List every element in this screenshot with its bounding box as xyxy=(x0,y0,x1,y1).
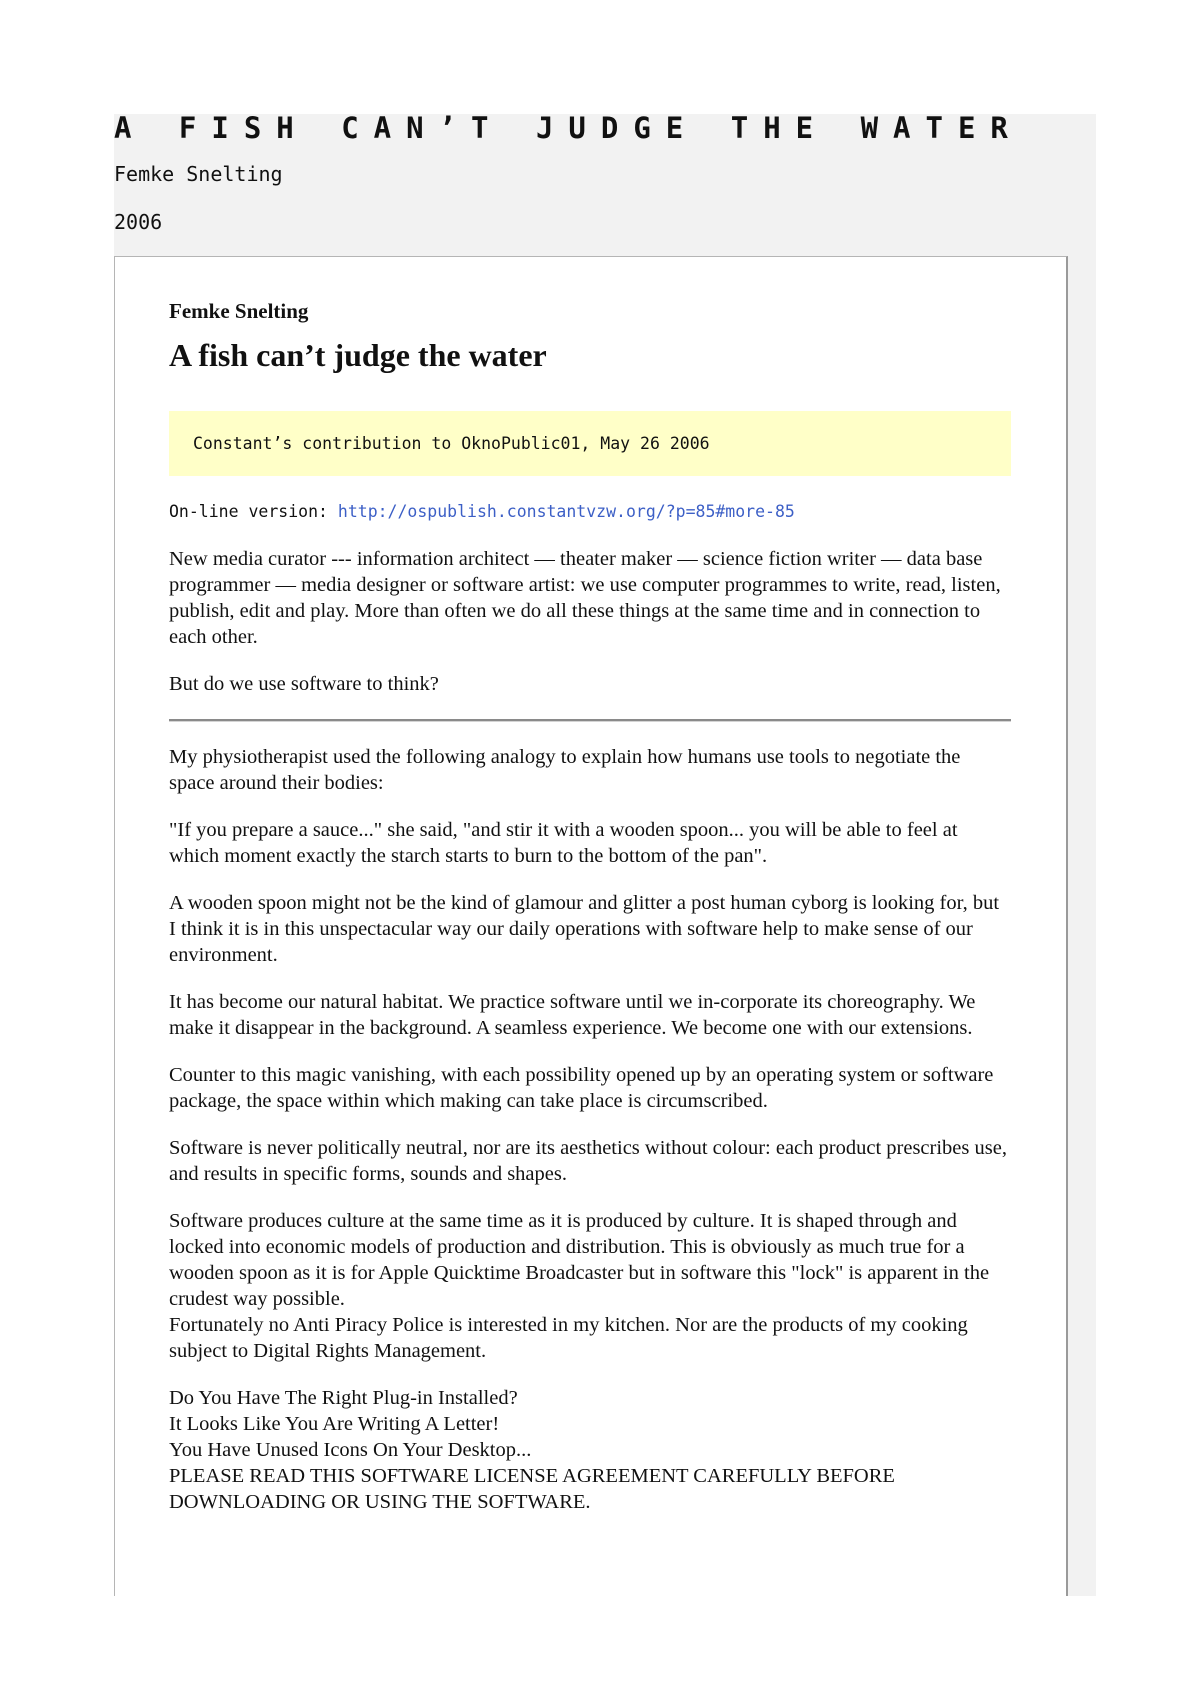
software-prompt-line: You Have Unused Icons On Your Desktop... xyxy=(169,1439,532,1461)
body-paragraph: Software is never politically neutral, nor are its aesthetics without colour: each product prescribes use, and results in specific forms, sounds and shapes. xyxy=(169,1137,1007,1185)
software-prompt-line: It Looks Like You Are Writing A Letter! xyxy=(169,1413,500,1435)
section-divider xyxy=(169,719,1011,722)
online-version-link[interactable]: http://ospublish.constantvzw.org/?p=85#more-85 xyxy=(337,502,795,521)
software-prompts xyxy=(169,1385,1011,1515)
body-paragraph: It has become our natural habitat. We practice software until we in-corporate its choreography. We make it disappear in the background. A seamless experience. We become one with our extensions. xyxy=(169,991,976,1039)
body-paragraph: "If you prepare a sauce..." she said, "and stir it with a wooden spoon... you will be able to feel at which moment exactly the starch starts to burn to the bottom of the pan". xyxy=(169,819,958,867)
article-frame xyxy=(114,256,1068,1596)
intro-question: But do we use software to think? xyxy=(169,673,439,695)
software-prompt-line: Do You Have The Right Plug-in Installed? xyxy=(169,1387,518,1409)
intro-paragraph: New media curator --- information architect — theater maker — science fiction writer — data base programmer — media designer or software artist: we use computer programmes to write, read, listen, publish, edit and play. More than often we do all these things at the same time and in connection to each other. xyxy=(169,548,1001,648)
body-paragraph: Counter to this magic vanishing, with each possibility opened up by an operating system or software package, the space within which making can take place is circumscribed. xyxy=(169,1064,994,1112)
page-block xyxy=(114,111,1096,1596)
culture-paragraph-continuation: Fortunately no Anti Piracy Police is interested in my kitchen. Nor are the products of my cooking subject to Digital Rights Management. xyxy=(169,1314,968,1362)
contribution-note xyxy=(169,411,1011,476)
contribution-note-text: Constant’s contribution to OknoPublic01, May 26 2006 xyxy=(193,434,710,453)
masthead-author: Femke Snelting xyxy=(114,162,283,186)
masthead-year: 2006 xyxy=(114,210,163,234)
article-author: Femke Snelting xyxy=(169,299,309,323)
culture-paragraph-text: Software produces culture at the same time as it is produced by culture. It is shaped through and locked into economic models of production and distribution. This is obviously as much true for a wooden spoon as it is for Apple Quicktime Broadcaster but in software this "lock" is apparent in the crudest way possible. xyxy=(169,1210,990,1310)
online-version-line xyxy=(169,500,1011,524)
software-prompt-line: PLEASE READ THIS SOFTWARE LICENSE AGREEMENT CAREFULLY BEFORE DOWNLOADING OR USING THE SOFTWARE. xyxy=(169,1465,895,1513)
body-paragraph: My physiotherapist used the following analogy to explain how humans use tools to negotiate the space around their bodies: xyxy=(169,746,961,794)
body-paragraph: A wooden spoon might not be the kind of glamour and glitter a post human cyborg is looking for, but I think it is in this unspectacular way our daily operations with software help to make sense of our environment. xyxy=(169,892,1000,966)
online-version-label: On-line version: xyxy=(169,502,338,521)
culture-paragraph xyxy=(169,1208,1011,1364)
article-title: A fish can’t judge the water xyxy=(169,337,547,373)
masthead-title: A FISH CAN’T JUDGE THE WATER xyxy=(114,111,1023,145)
article xyxy=(169,297,1011,1515)
